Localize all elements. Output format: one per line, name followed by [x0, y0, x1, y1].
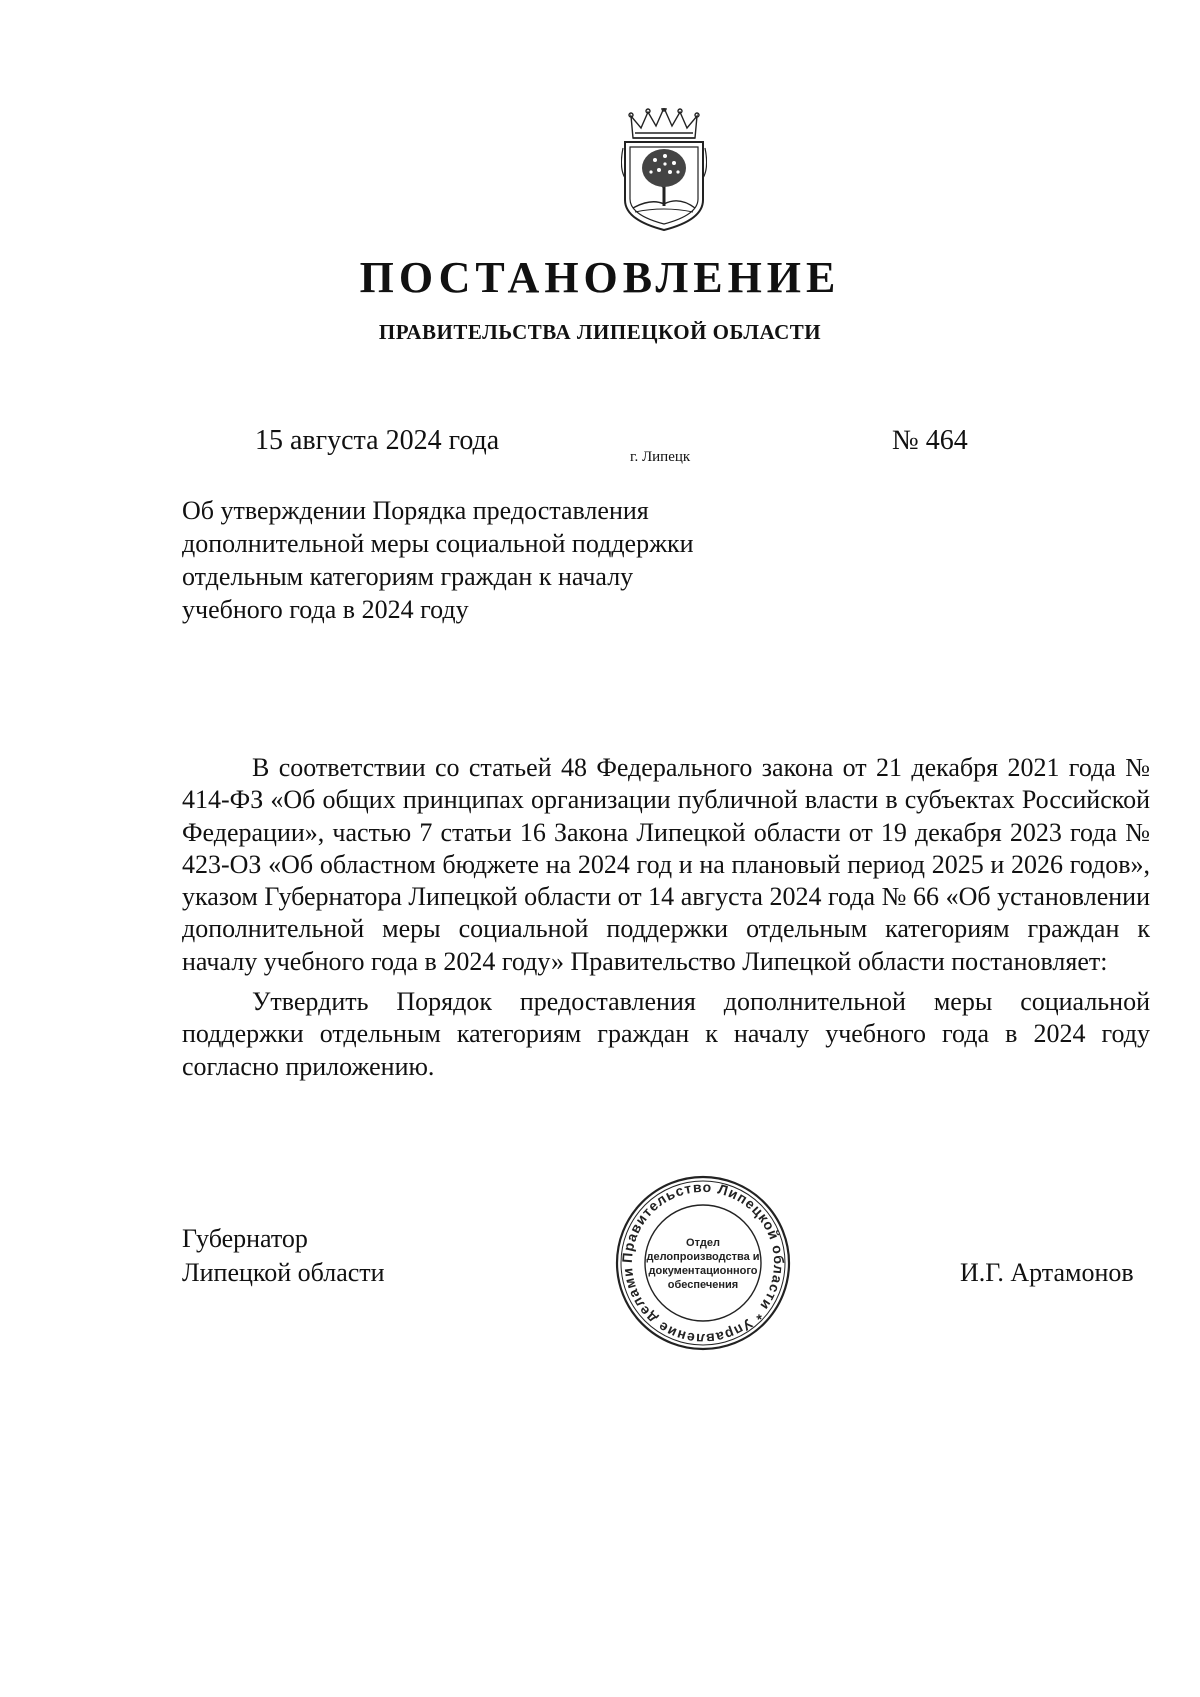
document-title: ПОСТАНОВЛЕНИЕ — [359, 253, 841, 302]
body-paragraph: В соответствии со статьей 48 Федерального закона от 21 декабря 2021 года № 414-ФЗ «Об общих принципах организации публичной власти в субъектах Российской Федерации», частью 7 статьи 16 Закона Липецкой области от 19 декабря 2023 года № 423-ОЗ «Об областном бюджете на 2024 год и на плановый период 2025 и 2026 годов», указом Губернатора Липецкой области от 14 августа 2024 года № 66 «Об установлении дополнительной меры социальной поддержки отдельным категориям граждан к началу учебного года в 2024 году» Правительство Липецкой области постановляет: — [182, 753, 1150, 976]
signer-position — [182, 1222, 385, 1290]
stamp-center-line: делопроизводства и — [646, 1251, 760, 1263]
signer-name: И.Г. Артамонов — [960, 1258, 1134, 1287]
document-date: 15 августа 2024 года — [255, 425, 500, 456]
stamp-seal-icon — [614, 1174, 792, 1352]
coat-of-arms-emblem — [621, 108, 707, 232]
body-paragraph: Утвердить Порядок предоставления дополнительной меры социальной поддержки отдельным категориям граждан к началу учебного года в 2024 году согласно приложению. — [182, 987, 1150, 1081]
subject-line: отдельным категориям граждан к началу — [182, 562, 634, 591]
document-city: г. Липецк — [630, 449, 691, 465]
document-number: № 464 — [892, 425, 968, 456]
issuing-authority: ПРАВИТЕЛЬСТВА ЛИПЕЦКОЙ ОБЛАСТИ — [378, 320, 822, 344]
official-stamp — [614, 1174, 792, 1352]
signer-position-line: Липецкой области — [182, 1258, 385, 1287]
subject-line: дополнительной меры социальной поддержки — [182, 529, 694, 558]
document-body — [182, 752, 1150, 1083]
coat-of-arms-icon — [621, 108, 707, 232]
stamp-center-line: обеспечения — [667, 1279, 739, 1291]
subject-line: Об утверждении Порядка предоставления — [182, 496, 649, 525]
signer-position-line: Губернатор — [182, 1224, 308, 1253]
subject-line: учебного года в 2024 году — [182, 595, 469, 624]
document-subject — [182, 494, 802, 626]
stamp-outer-text: Правительство Липецкой области * Управление делами — [618, 1178, 788, 1348]
stamp-center-line: документационного — [648, 1265, 758, 1277]
stamp-center-line: Отдел — [686, 1237, 720, 1249]
